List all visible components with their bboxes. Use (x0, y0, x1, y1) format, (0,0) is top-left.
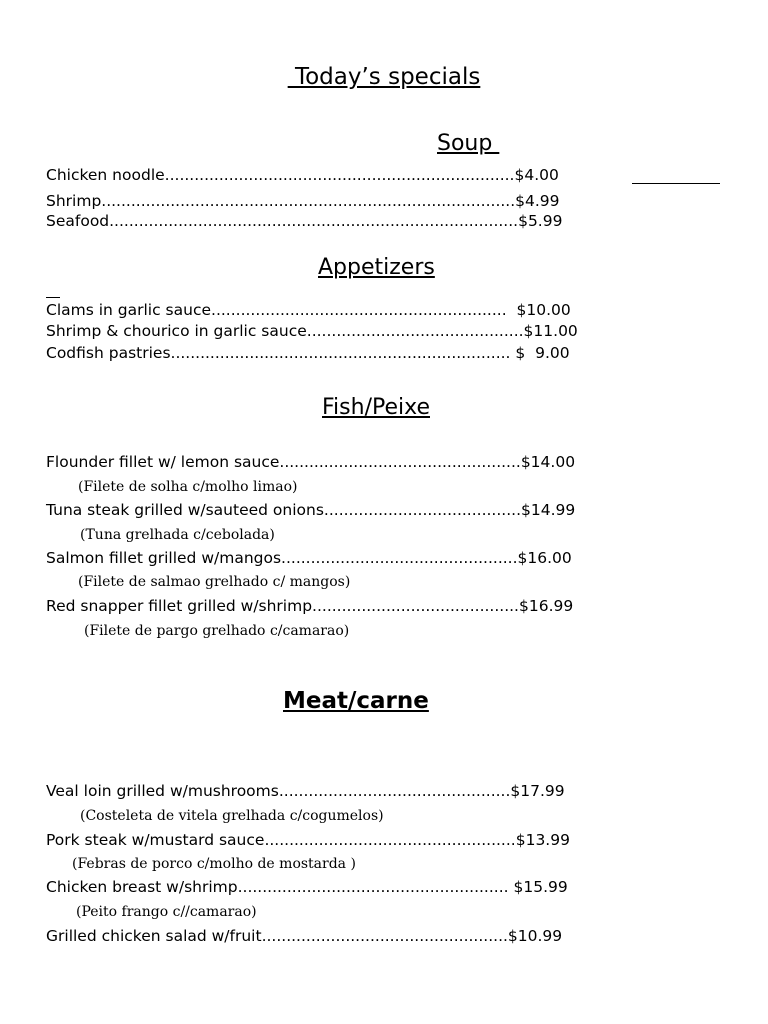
menu-item-clams: Clams in garlic sauce............................................................ $10.00 (46, 301, 571, 319)
menu-item-pork-steak: Pork steak w/mustard sauce...................................................$13.99 (46, 831, 570, 849)
menu-item-codfish-pastries: Codfish pastries..................................................................... $ 9.00 (46, 344, 570, 362)
menu-item-seafood-soup: Seafood...................................................................................$5.99 (46, 212, 563, 230)
menu-item-red-snapper: Red snapper fillet grilled w/shrimp..........................................$16.99 (46, 597, 574, 615)
meat-heading: Meat/carne (283, 688, 429, 714)
menu-item-subtitle: (Tuna grelhada c/cebolada) (80, 527, 275, 543)
menu-item-salmon: Salmon fillet grilled w/mangos................................................$16.00 (46, 549, 572, 567)
small-rule (46, 297, 60, 298)
menu-item-chicken-breast: Chicken breast w/shrimp....................................................... $15.99 (46, 878, 568, 896)
page-title: Today’s specials (287, 64, 481, 90)
menu-item-subtitle: (Filete de salmao grelhado c/ mangos) (78, 574, 351, 590)
underline-rule (632, 183, 720, 184)
menu-item-subtitle: (Peito frango c//camarao) (76, 904, 257, 920)
fish-heading: Fish/Peixe (322, 395, 430, 420)
menu-item-flounder: Flounder fillet w/ lemon sauce.................................................$14.00 (46, 453, 576, 471)
menu-item-subtitle: (Costeleta de vitela grelhada c/cogumelos) (80, 808, 384, 824)
menu-item-shrimp-soup: Shrimp....................................................................................$4.99 (46, 192, 560, 210)
menu-item-grilled-chicken-salad: Grilled chicken salad w/fruit..................................................$10.99 (46, 927, 563, 945)
menu-item-subtitle: (Filete de pargo grelhado c/camarao) (84, 623, 350, 639)
soup-heading: Soup (437, 131, 500, 156)
menu-item-subtitle: (Filete de solha c/molho limao) (78, 479, 298, 495)
menu-item-shrimp-chourico: Shrimp & chourico in garlic sauce............................................$11.00 (46, 322, 578, 340)
menu-item-chicken-noodle: Chicken noodle.......................................................................$4.00 (46, 166, 559, 184)
menu-item-veal-loin: Veal loin grilled w/mushrooms...............................................$17.99 (46, 782, 565, 800)
menu-item-tuna: Tuna steak grilled w/sauteed onions........................................$14.99 (46, 501, 576, 519)
menu-item-subtitle: (Febras de porco c/molho de mostarda ) (72, 856, 356, 872)
appetizers-heading: Appetizers (318, 255, 435, 280)
